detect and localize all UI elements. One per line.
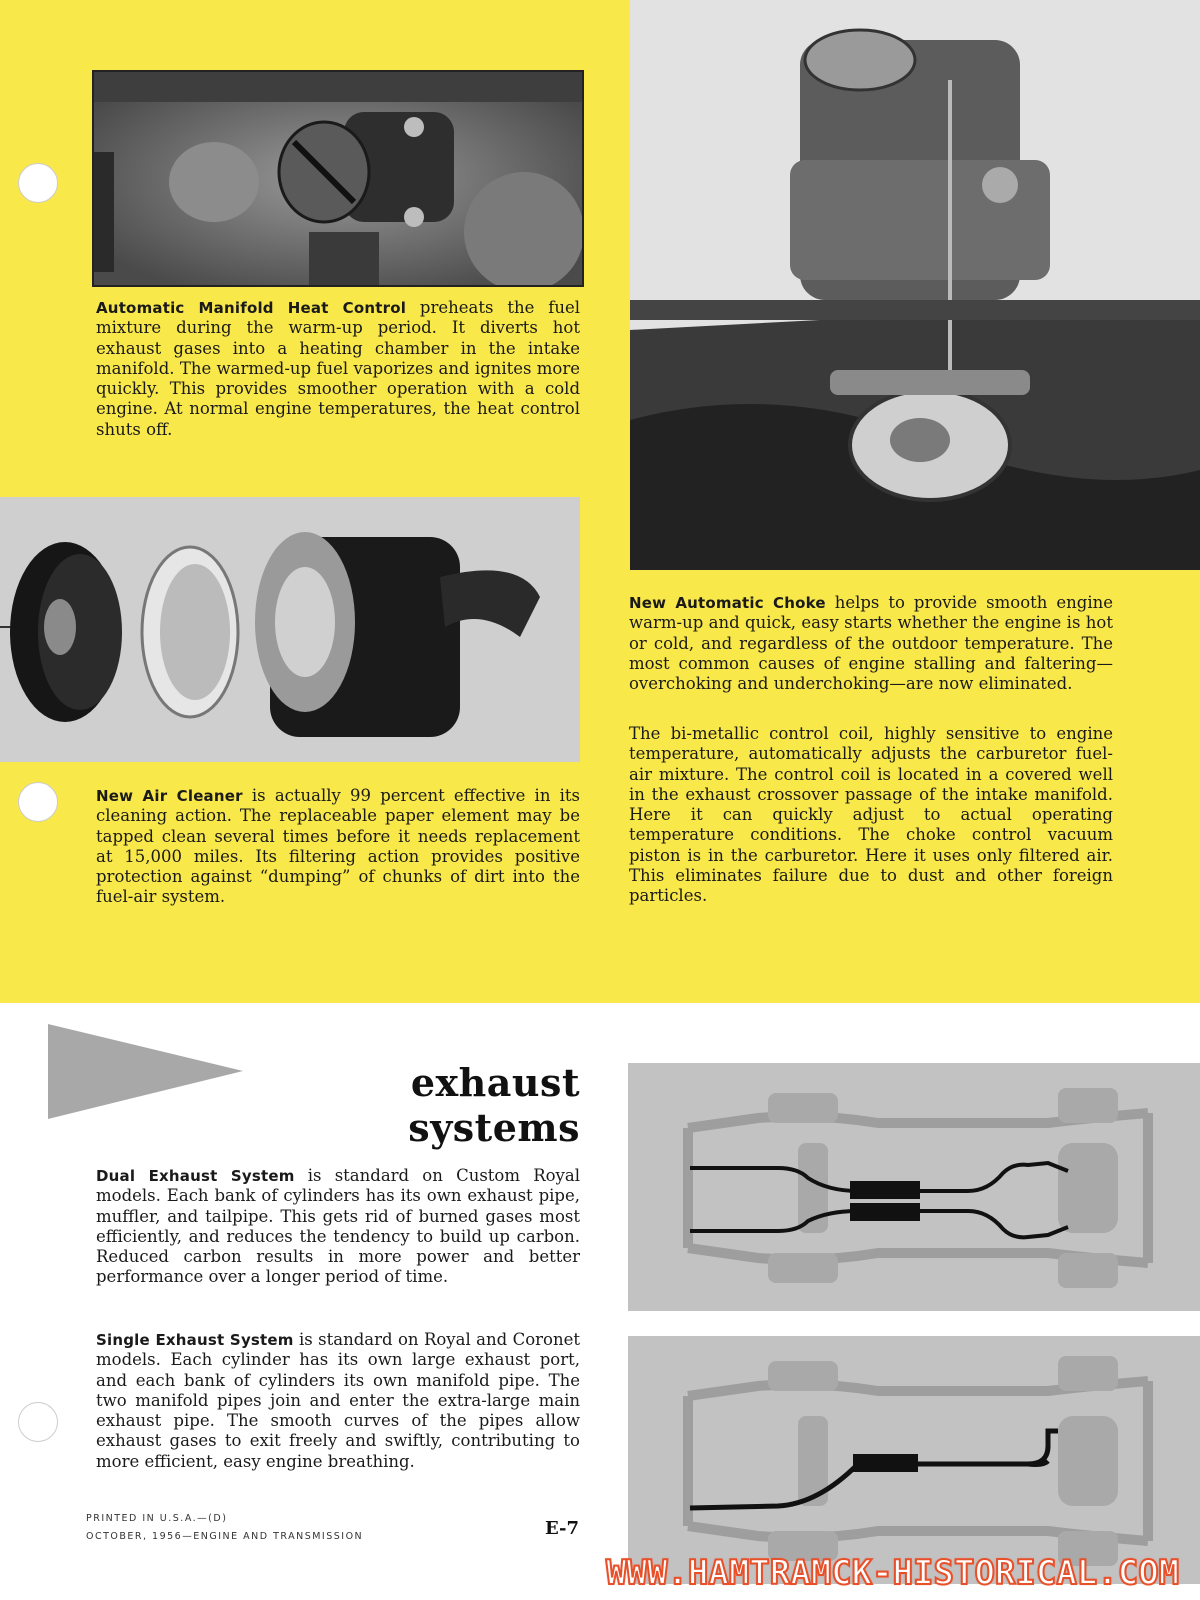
watermark-url: WWW.HAMTRAMCK-HISTORICAL.COM [606, 1553, 1180, 1593]
single-exhaust-description [96, 1330, 580, 1472]
section-title: exhaust systems [408, 1060, 580, 1150]
section-arrow-icon [48, 1024, 243, 1119]
automatic-choke-description [629, 593, 1113, 694]
binder-hole-middle [18, 782, 58, 822]
single-exhaust-body: is standard on Royal and Coronet models. Each cylinder has its own large exhaust port, and each bank of cylinders its own manifold pipe. The two manifold pipes join and enter the extra-large main exhaust pipe. The smooth curves of the pipes allow exhaust gases to exit freely and swiftly, contributing to more efficient, easy engine breathing. [96, 1330, 580, 1471]
dual-exhaust-body: is standard on Custom Royal models. Each bank of cylinders has its own exhaust pipe, muffler, and tailpipe. This gets rid of burned gases most efficiently, and reduces the tendency to build up carbon. Reduced carbon results in more power and better performance over a longer period of time. [96, 1166, 580, 1287]
air-cleaner-body: is actually 99 percent effective in its cleaning action. The replaceable paper element may be tapped clean several times before it needs replacement at 15,000 miles. Its filtering action provides positive protection against “dumping” of chunks of dirt into the fuel-air system. [96, 786, 580, 907]
manifold-body: preheats the fuel mixture during the warm-up period. It diverts hot exhaust gases into a heating chamber in the intake manifold. The warmed-up fuel vaporizes and ignites more quickly. This provides smoother operation with a cold engine. At normal engine temperatures, the heat control shuts off. [96, 298, 580, 439]
manifold-heat-control-photo [92, 70, 584, 287]
air-cleaner-heading: New Air Cleaner [96, 787, 243, 805]
automatic-choke-photo [630, 0, 1200, 570]
choke-heading: New Automatic Choke [629, 594, 826, 612]
air-cleaner-photo [0, 497, 580, 762]
page-number: E-7 [545, 1518, 580, 1539]
choke-body: helps to provide smooth engine warm-up and quick, easy starts whether the engine is hot or cold, and regardless of the outdoor temperature. The most common causes of engine stalling and faltering—overchoking and underchoking—are now eliminated. [629, 593, 1113, 694]
manifold-heading: Automatic Manifold Heat Control [96, 299, 407, 317]
single-exhaust-heading: Single Exhaust System [96, 1331, 294, 1349]
dual-exhaust-diagram [628, 1063, 1200, 1311]
dual-exhaust-heading: Dual Exhaust System [96, 1167, 295, 1185]
binder-hole-top [18, 163, 58, 203]
binder-hole-bottom [18, 1402, 58, 1442]
choke-control-coil-description: The bi-metallic control coil, highly sensitive to engine temperature, automatically adjusts the carburetor fuel-air mixture. The control coil is located in a covered well in the exhaust crossover passage of the intake manifold. Here it can quickly adjust to actual operating temperature conditions. The choke control vacuum piston is in the carburetor. Here it uses only filtered air. This eliminates failure due to dust and other foreign particles. [629, 724, 1113, 906]
publication-date-line: OCTOBER, 1956—ENGINE AND TRANSMISSION [86, 1531, 364, 1542]
printed-in-usa-note: PRINTED IN U.S.A.—(D) [86, 1513, 228, 1524]
manifold-heat-control-description [96, 298, 580, 440]
dual-exhaust-description [96, 1166, 580, 1288]
air-cleaner-description [96, 786, 580, 908]
single-exhaust-diagram [628, 1336, 1200, 1584]
